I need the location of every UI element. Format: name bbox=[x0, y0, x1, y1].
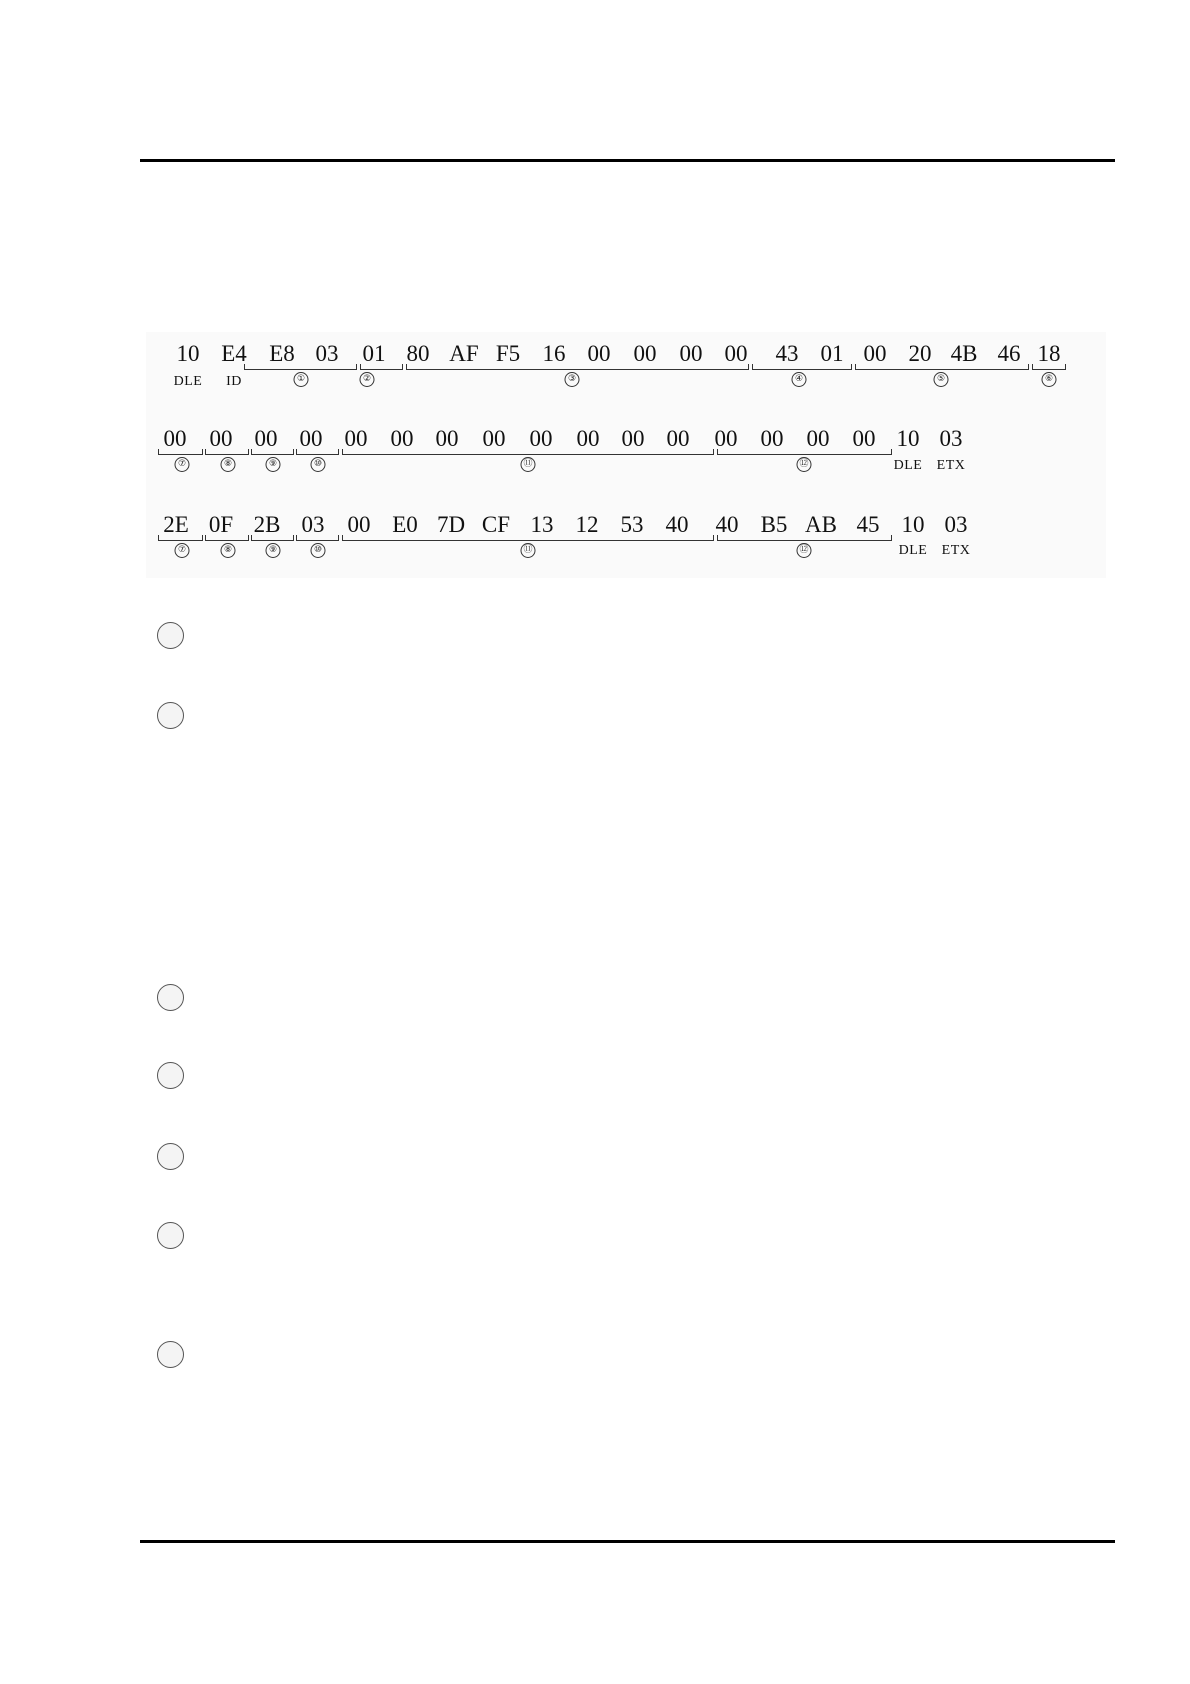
hex-byte: CF bbox=[481, 512, 511, 537]
list-marker-2 bbox=[157, 702, 184, 729]
hex-byte: 00 bbox=[529, 426, 553, 451]
field-bracket bbox=[296, 535, 339, 541]
packet-format-figure bbox=[146, 332, 1106, 578]
hex-byte: 03 bbox=[939, 426, 963, 451]
list-marker-3 bbox=[157, 984, 184, 1011]
field-bracket bbox=[717, 535, 892, 541]
hex-byte: 16 bbox=[542, 341, 566, 366]
hex-byte: B5 bbox=[760, 512, 788, 537]
hex-byte: 01 bbox=[820, 341, 844, 366]
field-bracket bbox=[205, 449, 249, 455]
field-number: ⑪ bbox=[521, 543, 536, 558]
hex-byte: 00 bbox=[587, 341, 611, 366]
hex-byte: 00 bbox=[714, 426, 738, 451]
byte-label: ETX bbox=[941, 543, 971, 558]
hex-byte: 18 bbox=[1037, 341, 1061, 366]
field-bracket bbox=[717, 449, 892, 455]
hex-byte: AB bbox=[805, 512, 837, 537]
hex-byte: 10 bbox=[901, 512, 925, 537]
list-marker-6 bbox=[157, 1222, 184, 1249]
hex-byte: 03 bbox=[315, 341, 339, 366]
hex-byte: 7D bbox=[436, 512, 466, 537]
field-number: ② bbox=[360, 372, 375, 387]
hex-byte: 00 bbox=[344, 426, 368, 451]
hex-byte: 00 bbox=[806, 426, 830, 451]
hex-byte: 45 bbox=[856, 512, 880, 537]
hex-byte: 4B bbox=[950, 341, 978, 366]
hex-byte: 13 bbox=[530, 512, 554, 537]
field-number: ⑩ bbox=[311, 457, 326, 472]
hex-byte: 46 bbox=[997, 341, 1021, 366]
hex-byte: 40 bbox=[665, 512, 689, 537]
field-number: ⑫ bbox=[797, 457, 812, 472]
hex-byte: 00 bbox=[163, 426, 187, 451]
field-number: ⑦ bbox=[175, 543, 190, 558]
field-number: ⑥ bbox=[1042, 372, 1057, 387]
hex-byte: F5 bbox=[495, 341, 521, 366]
hex-byte: 00 bbox=[576, 426, 600, 451]
field-bracket bbox=[158, 449, 203, 455]
byte-label: DLE bbox=[893, 458, 923, 473]
field-number: ① bbox=[294, 372, 309, 387]
hex-byte: 00 bbox=[299, 426, 323, 451]
field-bracket bbox=[752, 364, 852, 370]
field-bracket bbox=[342, 449, 714, 455]
hex-byte: 10 bbox=[176, 341, 200, 366]
field-number: ④ bbox=[792, 372, 807, 387]
field-bracket bbox=[158, 535, 203, 541]
byte-label: DLE bbox=[173, 374, 203, 389]
byte-label: ID bbox=[226, 374, 242, 389]
field-number: ⑧ bbox=[221, 543, 236, 558]
field-bracket bbox=[244, 364, 357, 370]
byte-label: ETX bbox=[936, 458, 966, 473]
field-bracket bbox=[342, 535, 714, 541]
hex-byte: 2E bbox=[163, 512, 189, 537]
hex-byte: 03 bbox=[301, 512, 325, 537]
footer-rule bbox=[140, 1540, 1115, 1543]
hex-byte: 43 bbox=[775, 341, 799, 366]
hex-byte: 00 bbox=[863, 341, 887, 366]
field-number: ⑦ bbox=[175, 457, 190, 472]
hex-byte: 00 bbox=[760, 426, 784, 451]
field-bracket bbox=[296, 449, 339, 455]
hex-byte: 40 bbox=[715, 512, 739, 537]
hex-byte: 00 bbox=[852, 426, 876, 451]
hex-byte: 00 bbox=[209, 426, 233, 451]
hex-byte: 03 bbox=[944, 512, 968, 537]
field-number: ⑫ bbox=[797, 543, 812, 558]
hex-byte: 00 bbox=[666, 426, 690, 451]
hex-byte: 2B bbox=[253, 512, 281, 537]
hex-byte: 00 bbox=[633, 341, 657, 366]
hex-byte: 53 bbox=[620, 512, 644, 537]
field-number: ⑨ bbox=[266, 457, 281, 472]
hex-byte: 00 bbox=[482, 426, 506, 451]
field-bracket bbox=[251, 449, 294, 455]
field-number: ⑪ bbox=[521, 457, 536, 472]
field-number: ⑤ bbox=[934, 372, 949, 387]
hex-byte: 20 bbox=[908, 341, 932, 366]
hex-byte: 00 bbox=[254, 426, 278, 451]
field-number: ⑨ bbox=[266, 543, 281, 558]
hex-byte: 01 bbox=[362, 341, 386, 366]
hex-byte: 00 bbox=[621, 426, 645, 451]
hex-byte: 00 bbox=[435, 426, 459, 451]
hex-byte: E0 bbox=[392, 512, 418, 537]
field-bracket bbox=[205, 535, 249, 541]
hex-byte: 00 bbox=[347, 512, 371, 537]
hex-byte: E8 bbox=[269, 341, 295, 366]
hex-byte: 00 bbox=[679, 341, 703, 366]
field-bracket bbox=[360, 364, 403, 370]
hex-byte: 12 bbox=[575, 512, 599, 537]
hex-byte: 00 bbox=[390, 426, 414, 451]
field-number: ⑩ bbox=[311, 543, 326, 558]
list-marker-7 bbox=[157, 1341, 184, 1368]
field-bracket bbox=[855, 364, 1029, 370]
list-marker-1 bbox=[157, 622, 184, 649]
field-bracket bbox=[406, 364, 749, 370]
byte-label: DLE bbox=[898, 543, 928, 558]
field-number: ③ bbox=[565, 372, 580, 387]
hex-byte: 00 bbox=[724, 341, 748, 366]
header-rule bbox=[140, 159, 1115, 162]
hex-byte: AF bbox=[449, 341, 479, 366]
list-marker-4 bbox=[157, 1062, 184, 1089]
hex-byte: 0F bbox=[208, 512, 234, 537]
hex-byte: E4 bbox=[221, 341, 247, 366]
field-number: ⑧ bbox=[221, 457, 236, 472]
list-marker-5 bbox=[157, 1143, 184, 1170]
hex-byte: 10 bbox=[896, 426, 920, 451]
field-bracket bbox=[1032, 364, 1066, 370]
field-bracket bbox=[251, 535, 294, 541]
hex-byte: 80 bbox=[406, 341, 430, 366]
